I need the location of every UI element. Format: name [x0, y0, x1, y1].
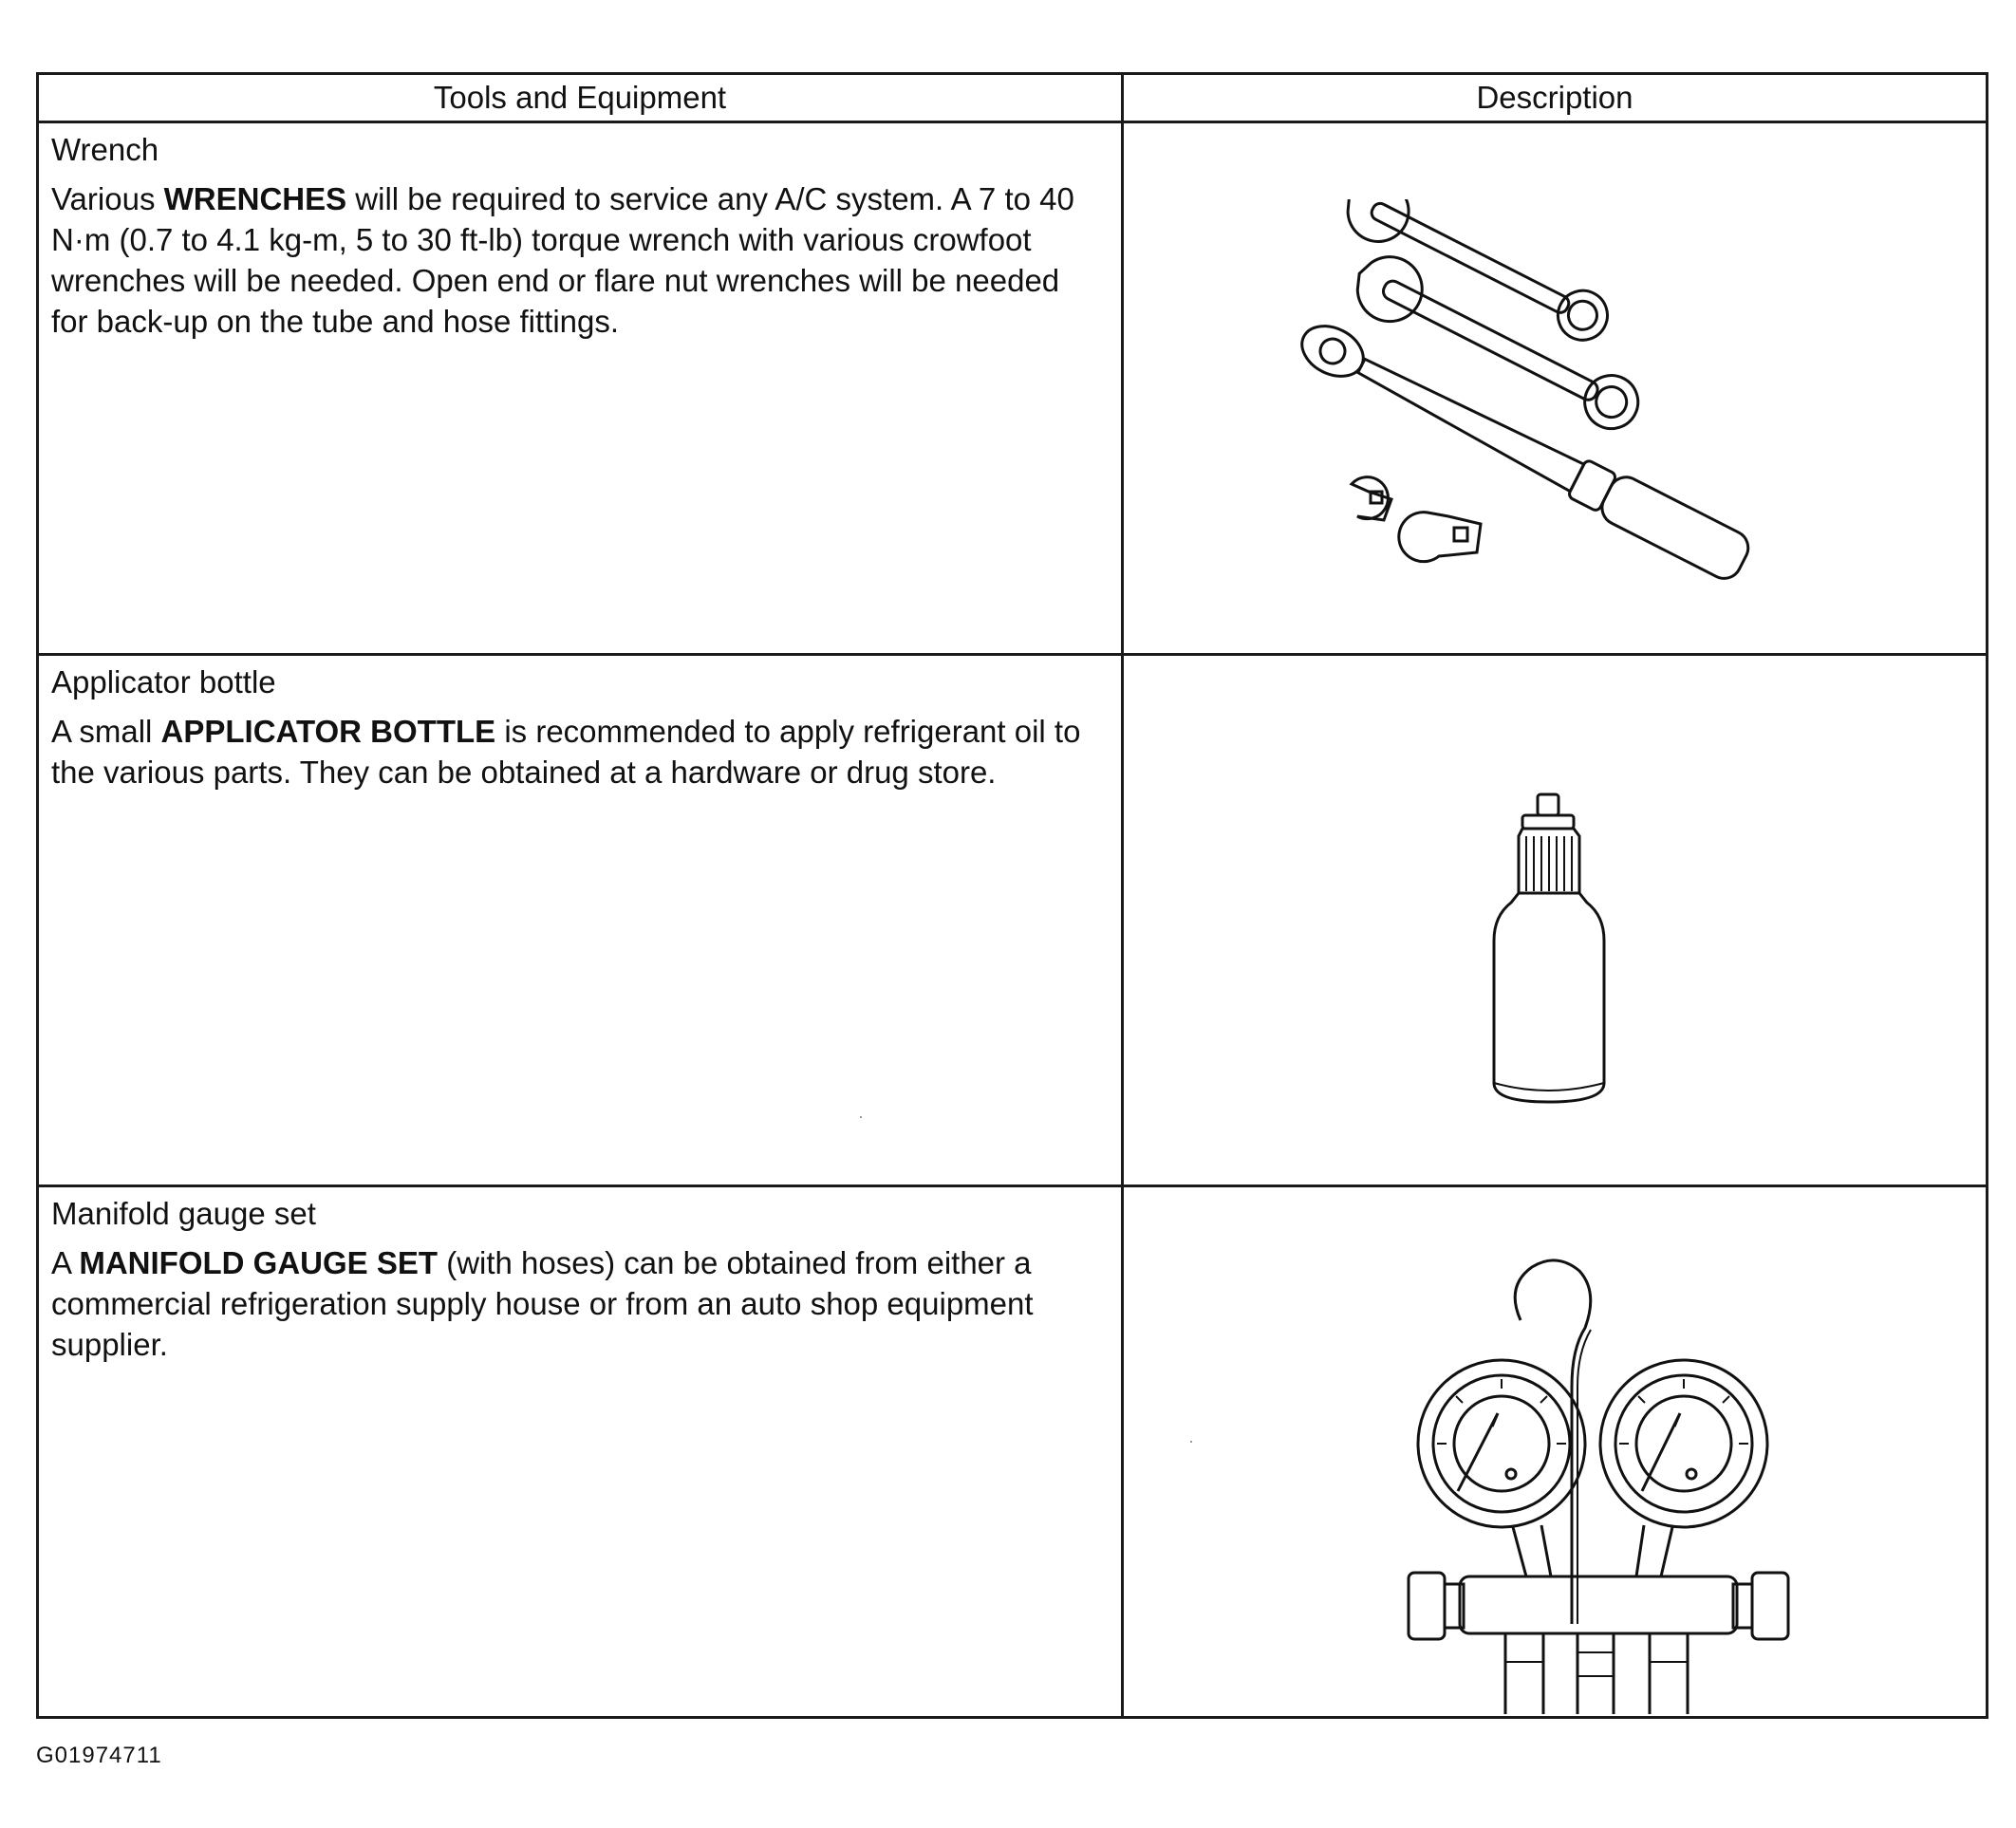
- scan-speck: [1190, 1441, 1192, 1443]
- tool-name: Manifold gauge set: [51, 1196, 316, 1231]
- tool-image-cell: [1123, 122, 1988, 655]
- tool-text-cell: [38, 122, 1123, 655]
- tool-description: [39, 1235, 1121, 1365]
- scan-speck: [860, 1116, 862, 1118]
- header-description: Description: [1123, 74, 1988, 122]
- tool-text-cell: [38, 1186, 1123, 1718]
- tool-description: [39, 171, 1121, 342]
- desc-text: A small: [51, 714, 161, 749]
- desc-emphasis: APPLICATOR BOTTLE: [160, 714, 496, 749]
- table-row: [38, 1186, 1988, 1718]
- tools-table-container: [36, 72, 1986, 1724]
- header-row: [38, 74, 1988, 122]
- tool-name: Applicator bottle: [51, 664, 276, 699]
- desc-emphasis: WRENCHES: [163, 181, 347, 216]
- tool-description: [39, 703, 1121, 793]
- wrench-set-icon: [1295, 199, 1826, 607]
- figure-id: G01974711: [36, 1743, 162, 1768]
- tool-image-cell: [1123, 1186, 1988, 1718]
- desc-text: A: [51, 1245, 80, 1280]
- table-row: [38, 122, 1988, 655]
- tool-name: Wrench: [51, 132, 159, 167]
- desc-text: (with hoses) can be obtained from either a commercial refrigeration supply house or from an auto shop equipment supplier.: [51, 1245, 1034, 1362]
- desc-text: Various: [51, 181, 164, 216]
- desc-text: will be required to service any A/C system. A 7 to 40 N·m (0.7 to 4.1 kg-m, 5 to 30 ft-lb) torque wrench with various crowfoot wrenches will be needed. Open end or flare nut wrenches will be needed for back-up on the tube and hose fittings.: [51, 181, 1074, 339]
- table-row: [38, 655, 1988, 1186]
- tools-table: [36, 72, 1988, 1719]
- tool-image-cell: [1123, 655, 1988, 1186]
- desc-text: is recommended to apply refrigerant oil to the various parts. They can be obtained at a hardware or drug store.: [51, 714, 1081, 790]
- header-tools-and-equipment: Tools and Equipment: [38, 74, 1123, 122]
- applicator-bottle-icon: [1484, 789, 1617, 1111]
- desc-emphasis: MANIFOLD GAUGE SET: [79, 1245, 439, 1280]
- tool-text-cell: [38, 655, 1123, 1186]
- manifold-gauge-set-icon: [1399, 1254, 1817, 1714]
